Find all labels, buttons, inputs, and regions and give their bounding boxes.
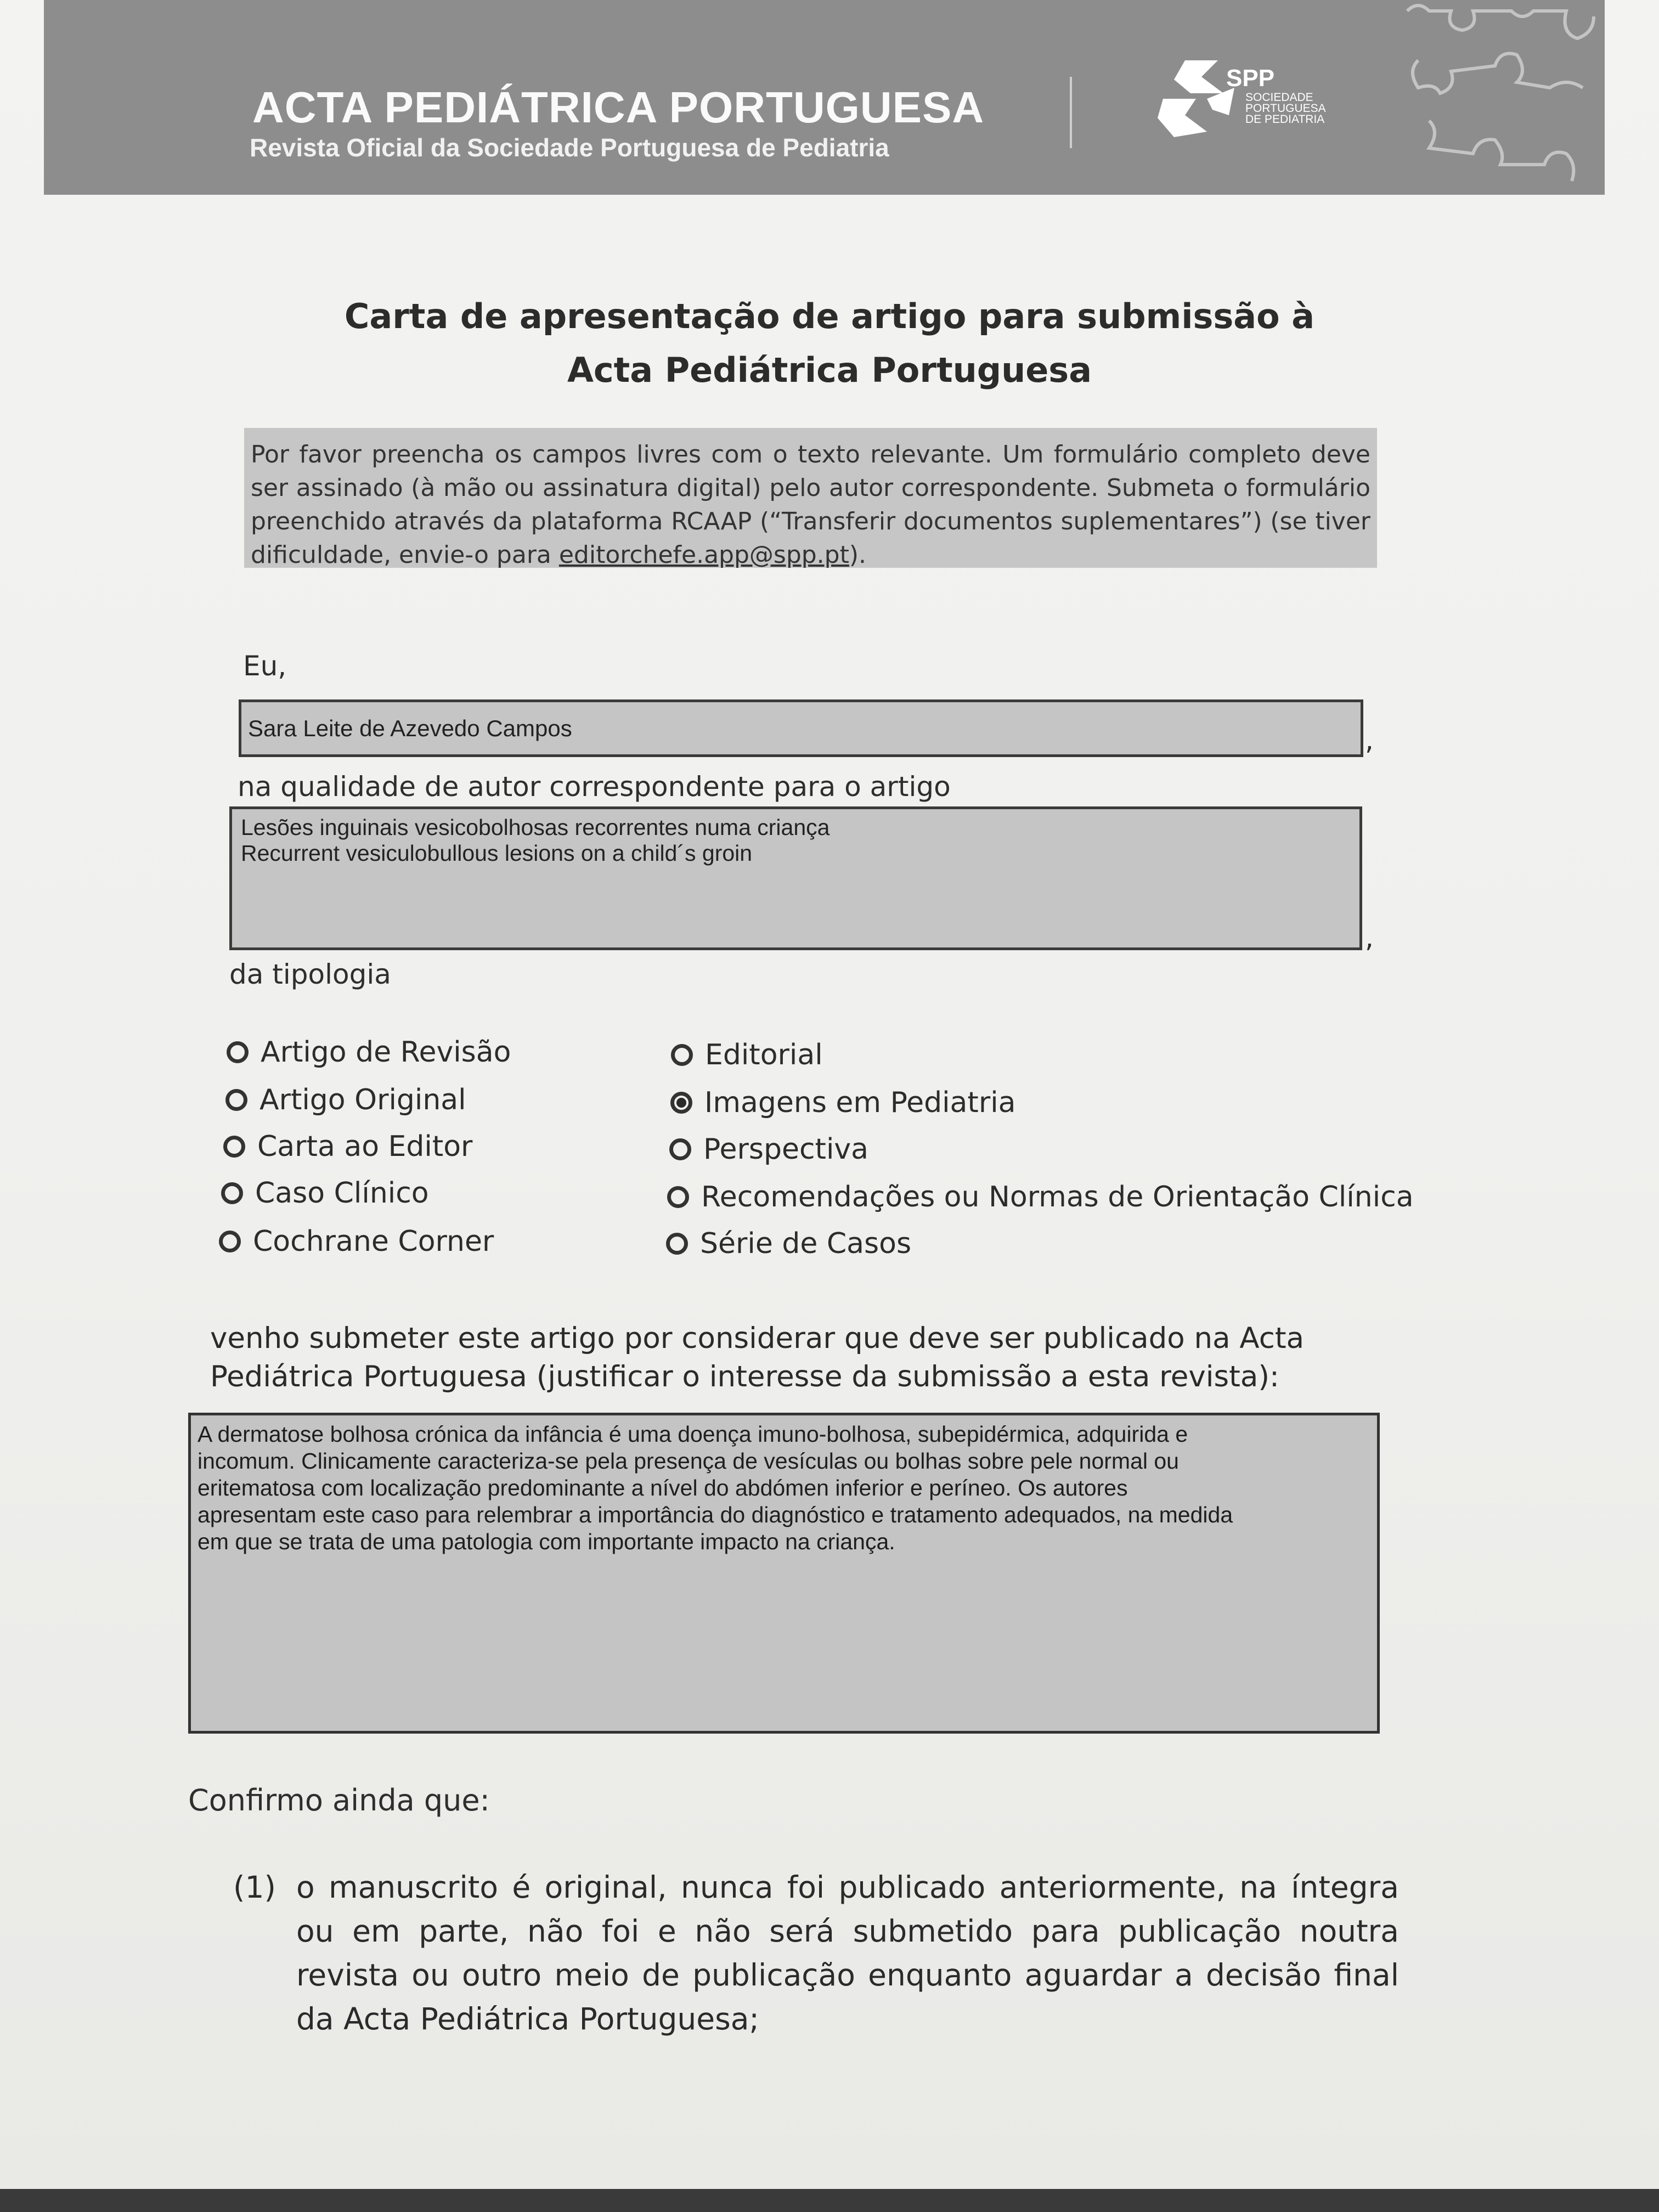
document-title-line-2: Acta Pediátrica Portuguesa [567,350,1092,390]
role-label: na qualidade de autor correspondente para o artigo [238,771,951,803]
radio-label: Cochrane Corner [253,1225,494,1258]
radio-button-icon[interactable] [671,1044,693,1066]
justification-prompt: venho submeter este artigo por considerar que deve ser publicado na Acta Pediátrica Portuguesa (justificar o interesse da submissão a esta revista): [210,1322,1305,1393]
justification-line: eritematosa com localização predominante a nível do abdómen inferior e períneo. Os autores [198,1475,1128,1500]
radio-label: Imagens em Pediatria [704,1086,1016,1119]
radio-option-cochrane-corner[interactable] [219,1225,494,1258]
radio-option-imagens-pediatria[interactable] [670,1086,1016,1119]
radio-button-icon[interactable] [669,1138,691,1160]
article-title-en: Recurrent vesiculobullous lesions on a child´s groin [241,840,753,866]
clause-text: o manuscrito é original, nunca foi publicado anteriormente, na íntegra ou em parte, não foi e não será submetido para publicação noutra revista ou outro meio de publicação enquanto aguardar a decisão final da Acta Pediátrica Portuguesa; [296,1870,1399,2036]
radio-selected-dot [676,1098,686,1108]
radio-option-artigo-revisao[interactable] [227,1036,511,1069]
radio-option-serie-casos[interactable] [666,1227,911,1260]
article-title-pt: Lesões inguinais vesicobolhosas recorrentes numa criança [241,815,830,840]
comma: , [1365,724,1374,756]
radio-option-artigo-original[interactable] [225,1084,466,1116]
radio-button-icon[interactable] [227,1041,249,1063]
radio-button-selected-icon[interactable] [670,1092,692,1114]
justification-line: incomum. Clinicamente caracteriza-se pela presença de vesículas ou bolhas sobre pele normal ou [198,1448,1179,1474]
radio-button-icon[interactable] [219,1231,241,1252]
radio-button-icon[interactable] [666,1233,688,1255]
radio-button-icon[interactable] [225,1089,247,1111]
journal-header [44,0,1605,195]
editor-email-link[interactable]: editorchefe.app@spp.pt [558,541,849,569]
spp-logo-abbr: SPP [1226,65,1275,92]
typology-label: da tipologia [229,958,391,990]
radio-label: Artigo de Revisão [261,1036,511,1069]
radio-option-caso-clinico[interactable] [221,1177,429,1210]
radio-option-carta-editor[interactable] [223,1130,472,1163]
instructions-end: ). [849,541,867,569]
radio-label: Série de Casos [700,1227,912,1260]
eu-label: Eu, [243,650,287,682]
radio-label: Recomendações ou Normas de Orientação Clínica [701,1181,1414,1214]
instructions-text: Por favor preencha os campos livres com o texto relevante. Um formulário completo deve ser assinado (à mão ou assinatura digital) pelo autor correspondente. Submeta o formulário preenchido através da plataforma RCAAP (“Transferir documentos suplementares”) (se tiver dificuldade, envie-o para [251,441,1370,569]
radio-option-editorial[interactable] [671,1039,823,1071]
author-name-value: Sara Leite de Azevedo Campos [248,715,572,741]
radio-label: Caso Clínico [255,1177,429,1210]
justification-field[interactable] [188,1413,1380,1734]
clause-number: (1) [233,1870,276,1905]
justification-line: A dermatose bolhosa crónica da infância é uma doença imuno-bolhosa, subepidérmica, adquirida e [198,1421,1188,1447]
document-title-line-1: Carta de apresentação de artigo para submissão à [344,296,1315,336]
instructions-box [244,428,1377,568]
radio-button-icon[interactable] [221,1182,243,1204]
spp-logo-name-line: SOCIEDADE [1245,91,1313,104]
radio-label: Carta ao Editor [257,1130,473,1163]
radio-button-icon[interactable] [667,1186,689,1208]
confirm-heading: Confirmo ainda que: [188,1783,490,1818]
journal-subtitle: Revista Oficial da Sociedade Portuguesa de Pediatria [250,133,889,162]
radio-option-perspectiva[interactable] [669,1133,868,1166]
spp-logo-name-line: PORTUGUESA [1245,102,1326,115]
journal-title: ACTA PEDIÁTRICA PORTUGUESA [252,83,985,132]
article-title-field[interactable] [229,806,1362,950]
puzzle-decoration-icon [1385,0,1605,187]
radio-button-icon[interactable] [223,1136,245,1158]
table-surface [0,2189,1659,2212]
radio-label: Artigo Original [259,1084,466,1116]
radio-label: Perspectiva [703,1133,869,1166]
header-divider [1070,77,1072,148]
spp-logo-name [1245,92,1355,125]
radio-label: Editorial [705,1039,823,1071]
author-name-field[interactable] [239,699,1363,757]
justification-line: apresentam este caso para relembrar a importância do diagnóstico e tratamento adequados, na medida [198,1502,1233,1527]
comma: , [1365,922,1374,953]
spp-logo-name-line: DE PEDIATRIA [1245,113,1325,126]
justification-line: em que se trata de uma patologia com importante impacto na criança. [198,1529,895,1554]
radio-option-recomendacoes[interactable] [667,1181,1414,1214]
